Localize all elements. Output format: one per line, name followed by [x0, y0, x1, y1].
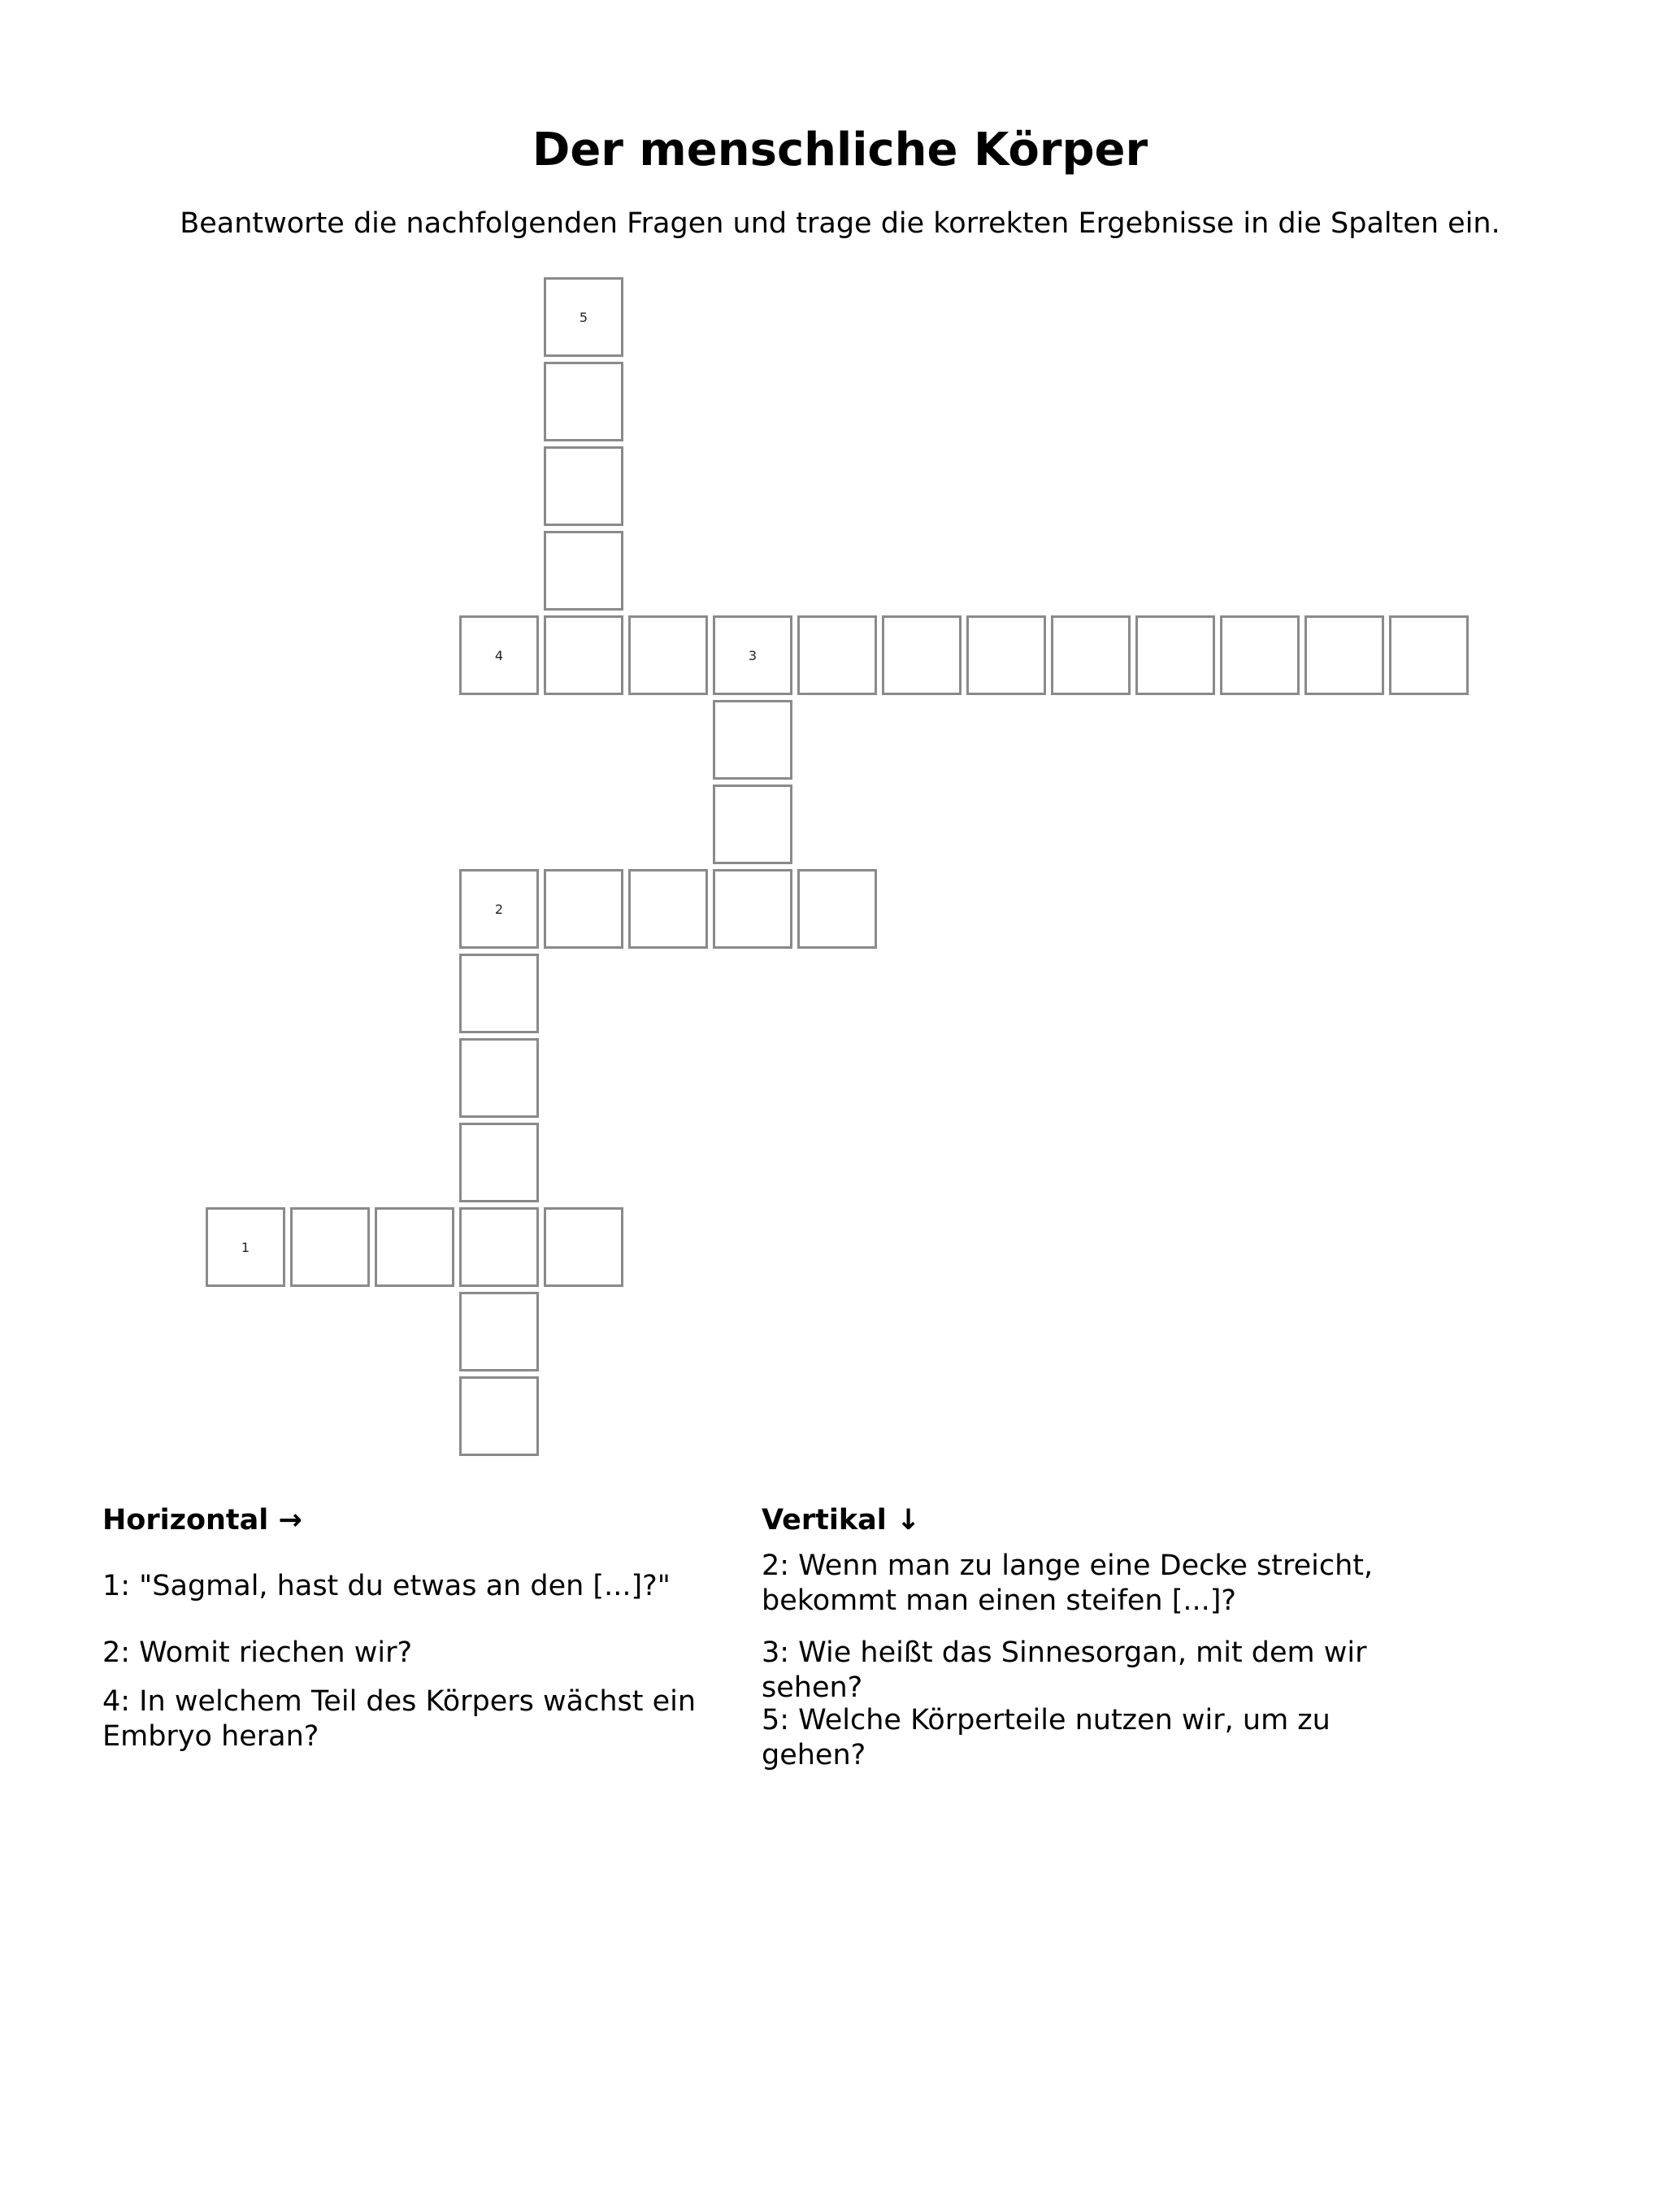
crossword-cell[interactable] — [290, 1207, 370, 1287]
crossword-cell[interactable] — [459, 615, 539, 695]
page-title: Der menschliche Körper — [532, 124, 1148, 176]
clue-number: 1 — [241, 1240, 250, 1255]
clue-item: 2: Womit riechen wir? — [102, 1636, 413, 1669]
clue-number: 3 — [748, 648, 758, 663]
crossword-cell[interactable] — [1051, 615, 1131, 695]
clue-item: 4: In welchem Teil des Körpers wächst ein Embryo heran? — [102, 1685, 697, 1753]
crossword-cell[interactable] — [459, 1376, 539, 1456]
clue-number: 4 — [494, 648, 504, 663]
crossword-cell[interactable] — [713, 785, 792, 864]
instruction-text: Beantworte die nachfolgenden Fragen und trage die korrekten Ergebnisse in die Spalten ein. — [180, 207, 1500, 240]
vertical-clues — [762, 1500, 1428, 1771]
crossword-cell[interactable] — [713, 700, 792, 780]
clue-number: 2 — [494, 902, 504, 917]
crossword-cell[interactable] — [628, 615, 708, 695]
clue-item: 5: Welche Körperteile nutzen wir, um zu gehen? — [762, 1704, 1331, 1771]
clue-item: 1: "Sagmal, hast du etwas an den [...]?" — [102, 1570, 671, 1602]
crossword-cell[interactable] — [966, 615, 1046, 695]
crossword-cell[interactable] — [544, 531, 623, 611]
crossword-cell[interactable] — [459, 1038, 539, 1118]
crossword-cell[interactable] — [206, 1207, 285, 1287]
crossword-cell[interactable] — [375, 1207, 454, 1287]
crossword-cell[interactable] — [1135, 615, 1215, 695]
crossword-cell[interactable] — [544, 615, 623, 695]
crossword-cell[interactable] — [544, 869, 623, 949]
vertical-heading: Vertikal ↓ — [762, 1504, 921, 1536]
horizontal-heading: Horizontal → — [102, 1504, 302, 1536]
horizontal-clues — [102, 1500, 769, 1753]
crossword-cell[interactable] — [544, 446, 623, 526]
crossword-cell[interactable] — [459, 1292, 539, 1371]
crossword-cell[interactable] — [713, 615, 792, 695]
crossword-cell[interactable] — [1220, 615, 1300, 695]
crossword-cell[interactable] — [713, 869, 792, 949]
crossword-cell[interactable] — [797, 615, 877, 695]
crossword-cell[interactable] — [882, 615, 962, 695]
crossword-cell[interactable] — [459, 1207, 539, 1287]
crossword-cell[interactable] — [459, 1123, 539, 1202]
crossword-cell[interactable] — [544, 362, 623, 441]
crossword-cell[interactable] — [459, 869, 539, 949]
clue-number: 5 — [579, 310, 588, 325]
crossword-cell[interactable] — [628, 869, 708, 949]
clue-item: 3: Wie heißt das Sinnesorgan, mit dem wir sehen? — [762, 1636, 1367, 1704]
crossword-cell[interactable] — [1304, 615, 1384, 695]
crossword-cell[interactable] — [544, 277, 623, 357]
crossword-cell[interactable] — [797, 869, 877, 949]
crossword-cell[interactable] — [459, 954, 539, 1033]
clue-item: 2: Wenn man zu lange eine Decke streicht, bekommt man einen steifen [...]? — [762, 1550, 1374, 1617]
crossword-cell[interactable] — [544, 1207, 623, 1287]
crossword-cell[interactable] — [1389, 615, 1469, 695]
